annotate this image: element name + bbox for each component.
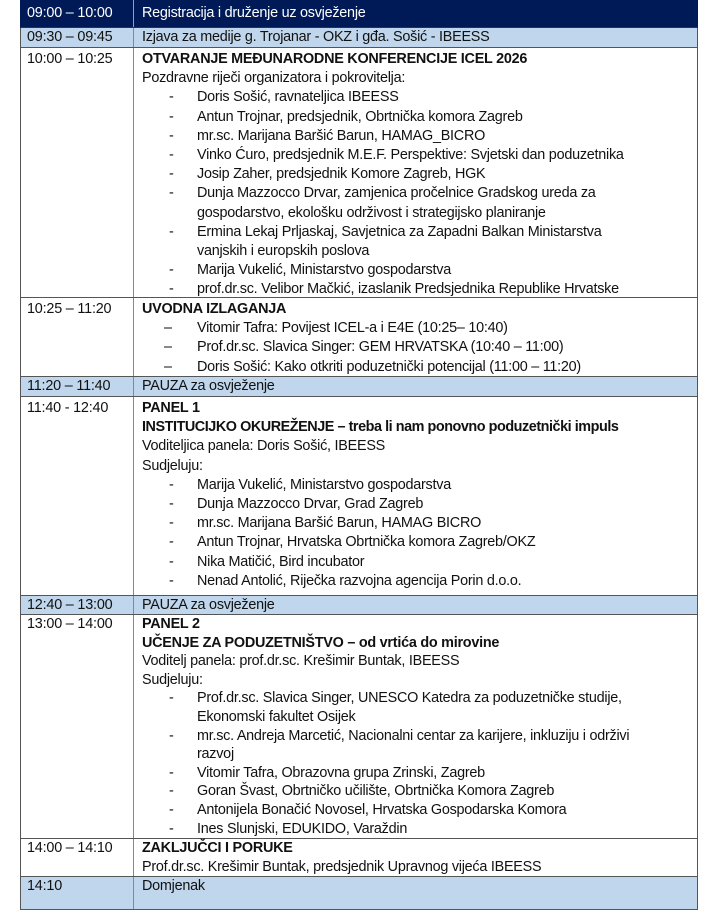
time-cell: 11:20 – 11:40 xyxy=(21,377,134,396)
list-item: – Doris Sošić: Kako otkriti poduzetnički potencijal (11:00 – 11:20) xyxy=(142,358,693,377)
bullet-dash: – xyxy=(164,320,172,337)
time-cell: 12:40 – 13:00 xyxy=(21,596,134,614)
list-item: - mr.sc. Marijana Baršić Barun, HAMAG BICRO xyxy=(142,514,693,533)
activity-cell: Registracija i druženje uz osvježenje xyxy=(142,5,366,21)
agenda-row xyxy=(20,596,698,615)
session-title: PANEL 1 xyxy=(142,400,200,416)
activity-cell: Domjenak xyxy=(142,878,205,894)
list-item: - Dunja Mazzocco Drvar, Grad Zagreb xyxy=(142,495,693,514)
bullet-dash: - xyxy=(169,147,174,164)
session-title: ZAKLJUČCI I PORUKE xyxy=(142,840,293,856)
list-item: - Ermina Lekaj Prljaskaj, Savjetnica za Zapadni Balkan Ministarstva vanjskih i europskih poslova xyxy=(169,223,602,260)
session-subtitle: INSTITUCIJKO OKUREŽENJE – treba li nam ponovno poduzetnički impuls xyxy=(142,419,619,436)
list-item: - Prof.dr.sc. Slavica Singer, UNESCO Katedra za poduzetničke studije, Ekonomski fakultet Osijek xyxy=(169,690,622,725)
agenda-row xyxy=(20,298,698,377)
agenda-row xyxy=(20,377,698,397)
list-item: - Vinko Ćuro, predsjednik M.E.F. Perspektive: Svjetski dan poduzetnika xyxy=(142,146,693,165)
bullet-dash: - xyxy=(169,127,174,144)
list-item: - Nenad Antolić, Riječka razvojna agencija Porin d.o.o. xyxy=(142,572,693,591)
agenda-row xyxy=(20,615,698,839)
bullet-dash: - xyxy=(169,690,174,707)
bullet-dash: - xyxy=(169,820,174,837)
session-intro: Pozdravne riječi organizatora i pokrovitelja: xyxy=(142,70,406,87)
bullet-dash: - xyxy=(169,185,174,202)
list-item: - Josip Zaher, predsjednik Komore Zagreb, HGK xyxy=(142,165,693,184)
activity-cell xyxy=(135,48,697,300)
session-title: UVODNA IZLAGANJA xyxy=(142,301,287,317)
time-cell: 09:00 – 10:00 xyxy=(21,0,134,27)
list-item: - Ines Slunjski, EDUKIDO, Varaždin xyxy=(169,820,408,837)
list-item: - prof.dr.sc. Velibor Mačkić, izaslanik Predsjednika Republike Hrvatske xyxy=(142,280,693,299)
bullet-dash: - xyxy=(169,801,174,818)
list-item: – Vitomir Tafra: Povijest ICEL-a i E4E (10:25– 10:40) xyxy=(142,319,693,338)
agenda-row xyxy=(20,48,698,298)
activity-cell xyxy=(135,397,697,591)
activity-cell: PAUZA za osvježenje xyxy=(142,378,275,394)
list-item: - Goran Švast, Obrtničko učilište, Obrtnička Komora Zagreb xyxy=(169,783,555,800)
bullet-dash: - xyxy=(169,496,174,513)
list-item: - mr.sc. Andreja Marcetić, Nacionalni centar za karijere, inkluziju i održivi razvoj xyxy=(169,727,630,763)
list-item: - Nika Matičić, Bird incubator xyxy=(142,553,693,572)
time-cell: 10:25 – 11:20 xyxy=(21,298,134,376)
list-item: - Marija Vukelić, Ministarstvo gospodarstva xyxy=(142,261,693,280)
bullet-dash: - xyxy=(169,515,174,532)
list-item: - Vitomir Tafra, Obrazovna grupa Zrinski, Zagreb xyxy=(169,764,485,781)
bullet-dash: - xyxy=(169,764,174,781)
session-description: Prof.dr.sc. Krešimir Buntak, predsjednik Upravnog vijeća IBEESS xyxy=(142,858,542,875)
list-item: - Marija Vukelić, Ministarstvo gospodarstva xyxy=(142,476,693,495)
agenda-row xyxy=(20,839,698,877)
bullet-dash: - xyxy=(169,223,174,240)
list-item: – Prof.dr.sc. Slavica Singer: GEM HRVATSKA (10:40 – 11:00) xyxy=(142,338,693,357)
bullet-dash: - xyxy=(169,108,174,125)
session-intro: Sudjeluju: xyxy=(142,671,203,688)
time-cell: 09:30 – 09:45 xyxy=(21,28,134,47)
time-cell: 13:00 – 14:00 xyxy=(21,615,134,838)
bullet-dash: - xyxy=(169,262,174,279)
session-subtitle: UČENJE ZA PODUZETNIŠTVO – od vrtića do mirovine xyxy=(142,634,500,651)
agenda-row xyxy=(20,877,698,910)
session-title: OTVARANJE MEĐUNARODNE KONFERENCIJE ICEL 2026 xyxy=(142,51,528,67)
list-item: - Antun Trojnar, predsjednik, Obrtnička komora Zagreb xyxy=(142,108,693,127)
activity-cell xyxy=(135,615,697,838)
activity-cell: Izjava za medije g. Trojanar - OKZ i gđa. Sošić - IBEESS xyxy=(142,29,490,45)
activity-cell xyxy=(135,839,697,876)
bullet-dash: – xyxy=(164,358,172,375)
session-intro: Sudjeluju: xyxy=(142,457,203,474)
bullet-dash: - xyxy=(169,534,174,551)
bullet-dash: - xyxy=(169,89,174,106)
agenda-row xyxy=(20,397,698,596)
session-title: PANEL 2 xyxy=(142,616,200,632)
bullet-dash: - xyxy=(169,572,174,589)
bullet-dash: - xyxy=(169,553,174,570)
activity-cell: PAUZA za osvježenje xyxy=(142,597,275,613)
list-item: - Doris Sošić, ravnateljica IBEESS xyxy=(142,88,693,107)
list-item: - Antun Trojnar, Hrvatska Obrtnička komora Zagreb/OKZ xyxy=(142,533,693,552)
list-item: - mr.sc. Marijana Baršić Barun, HAMAG_BICRO xyxy=(142,127,693,146)
agenda-row xyxy=(20,0,698,28)
activity-cell xyxy=(135,298,697,377)
list-item: - Antonijela Bonačić Novosel, Hrvatska Gospodarska Komora xyxy=(169,801,567,818)
bullet-dash: – xyxy=(164,339,172,356)
time-cell: 10:00 – 10:25 xyxy=(21,48,134,297)
list-item: - Dunja Mazzocco Drvar, zamjenica pročelnice Gradskog ureda za gospodarstvo, ekološku održivost i strategijsko planiranje xyxy=(169,185,596,221)
time-cell: 11:40 - 12:40 xyxy=(21,397,134,595)
time-cell: 14:10 xyxy=(21,877,134,909)
agenda-row xyxy=(20,28,698,48)
time-cell: 14:00 – 14:10 xyxy=(21,839,134,876)
session-moderator: Voditeljica panela: Doris Sošić, IBEESS xyxy=(142,438,386,455)
session-moderator: Voditelj panela: prof.dr.sc. Krešimir Buntak, IBEESS xyxy=(142,653,460,670)
bullet-dash: - xyxy=(169,476,174,493)
bullet-dash: - xyxy=(169,281,174,298)
bullet-dash: - xyxy=(169,783,174,800)
bullet-dash: - xyxy=(169,727,174,744)
bullet-dash: - xyxy=(169,166,174,183)
